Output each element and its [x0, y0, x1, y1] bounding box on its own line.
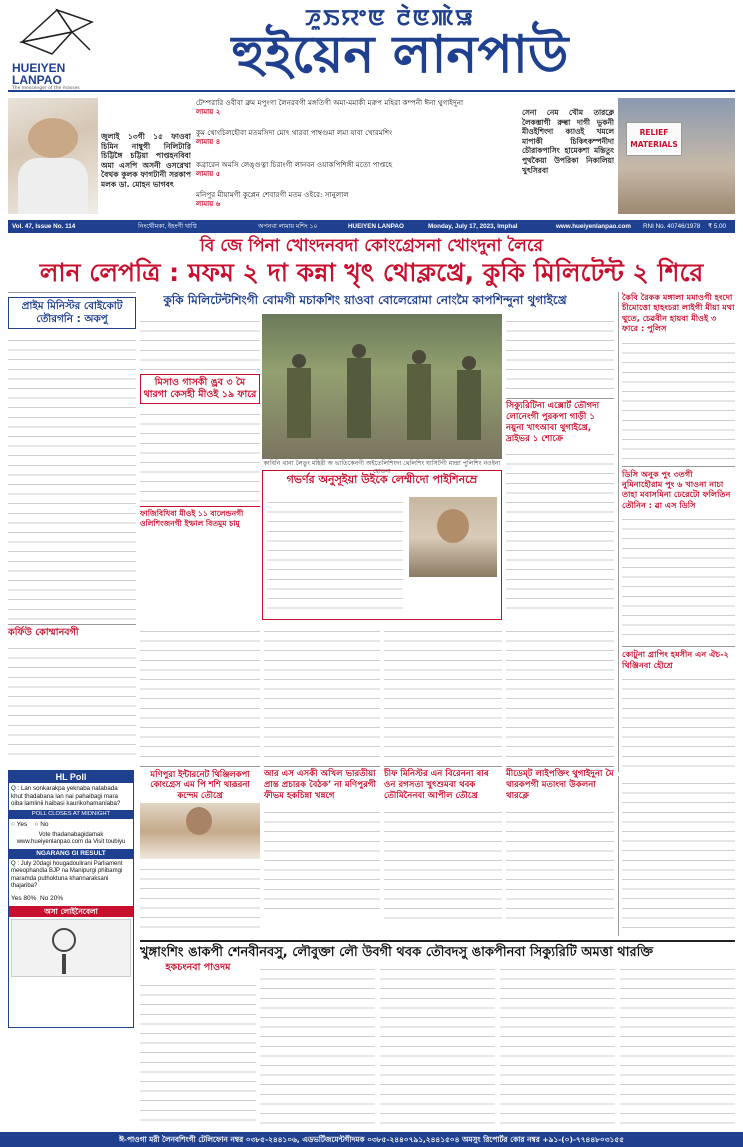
bottom-col-3	[380, 962, 495, 1126]
fujii-headline: ফাজিবিখিবা মীওই ১১ বালেন্ডনগী ওলিশিংজনগী ইম্ফাল বিতমুম চামু	[140, 506, 260, 528]
right-body-2	[622, 512, 735, 642]
cm-body	[384, 805, 502, 919]
medical-body	[506, 805, 614, 919]
middle-col-1	[140, 624, 260, 760]
teaser-item[interactable]: মনিপুর মীয়ামগী কুপ্লেন শেবারগী মতম ওইরে: সানুলাল লামায় ৬	[196, 190, 349, 208]
cm-headline: চীফ মিনিস্টর এন বিরেননা ৰাৰ ওন রগসতা খুৎশুমবা থবক তৌমিনৈনবা আপীল তৌখ্রে	[384, 769, 489, 801]
radio-icon: ○	[34, 820, 41, 828]
bottom-headline: খুঙ্গাংশিং ঙাকপী শেনবীনবসু, লৌবুক্তা লৌ উবগী থবক তৌবদসু ঙাকপীনবা সিক্যুরিটি অমত্তা থারক্তি	[140, 940, 735, 962]
middle-col-4	[506, 624, 614, 760]
rss-headline: আর এস এসকী অখিল ভারতীয়া প্রান্ত প্রচারক বৈঠক’ না মণিপুরগী ফীভম হকচিন্না খন্নগে	[264, 769, 376, 801]
rni: RNI No. 40746/1978	[643, 223, 701, 230]
left-column	[8, 292, 136, 622]
tharoor-photo	[140, 803, 260, 859]
info-bar	[8, 220, 735, 233]
casualty-box	[140, 314, 260, 598]
bottom-area	[140, 962, 735, 1128]
intro-body	[140, 314, 260, 370]
right-headline-1: কৈবি রৈকক মঙ্গালা মমাওগী হংদো চীমোত্তো হাহংচরা লাইগী মীয়া মথা থুতে, চেৱবীন হায়বা মীওই ৩ ফারে : পুলিস	[622, 292, 735, 334]
result-question: Q : July 20dagi hougadoulirani Parliament meeophandia BJP na Manipurgi phibamgi maramda puthoktuna khannaraksani thajariba?	[11, 860, 123, 889]
bottom-col-1	[140, 978, 256, 1126]
cm-block	[384, 766, 502, 936]
headline-kicker: বি জে পিনা খোংদনবদা কোংগ্রেসনা খোংদুনা লৈরে	[199, 236, 544, 256]
paper-name: HUEIYEN LANPAO	[348, 223, 404, 230]
left-teaser-photo	[8, 98, 98, 214]
center-teasers	[196, 98, 516, 214]
result-title: NGARANG GI RESULT	[9, 849, 133, 859]
main-headline: লান লেপত্রি : মফম ২ দা কন্না খৃৎ থোক্লখ্রে, কুকি মিলিটেন্ট ২ শিরে	[39, 258, 704, 287]
teaser-row	[8, 90, 735, 216]
cartoon-label: অসা লোইনৈবেলা	[9, 906, 133, 917]
logo-tagline: The messenger of the masses	[12, 86, 80, 91]
governor-block	[262, 470, 502, 620]
middle-col-2	[264, 624, 380, 760]
poll-closes: POLL CLOSES AT MIDNIGHT	[9, 810, 133, 819]
sikkim-headline: সিক্যুরিটিনা এক্সোর্ট তৌগদা লোনেংগী পুরকপা গাড়ী ১ নয়ুনা খাৎআবা থুগাইখ্রে, দ্রাইভর ১ শোক্রে	[506, 398, 614, 445]
bottom-col-2	[260, 962, 375, 1126]
right-headline-3: কোটুনা গ্রাপিং হমসীন এন ঐচ-২ থিঞ্জিনবা হৌশ্রে	[622, 646, 735, 670]
right-headline-2: ডিসি অনুক পুং ৩তগী নুমিনাহৌরাম পুং ৬ খাওনা নাচা তাহা মবাসমিনা ঢেরেটো ফলিতিন তৌনিন : ৱা এস ডিসি	[622, 466, 735, 511]
left-headline: প্রাইম মিনিস্টর বোইকোট তৌরগনি : অকপু	[8, 297, 136, 329]
poll-question: Q : Lan sonkarakpa yeknaba natabada khut thadabana lan nai pahaibagi mara oiba lamlinii haibasi kaurikohamanlaba?	[11, 785, 121, 807]
footer: ঈ-পাওগা মরী লৈনবশিংগী টেলিফোন নম্বর ০৩৮৫-২৪৪১০৬, এডভর্টিজমেন্টগীদমক ০৩৮৫-২৪৪০৭৯১,২৪৪১৫০৪ অমসুং রিপোর্টর কোর নম্বর +৯১-(০)-৭৭৪৪৮০৩১৫৫	[0, 1132, 743, 1147]
masthead	[0, 0, 743, 91]
teaser-item[interactable]: কুম থোংচিলহৌবা মতমসিদা মোৎ থারবা পাম্বগুমা লমা যাবা খোরমশিং লামায় ৪	[196, 128, 393, 146]
logo	[12, 2, 102, 91]
yes-option[interactable]: ○ Yes	[11, 820, 28, 828]
masthead-small: নিংথৌমকা, ইহংগী থাপ্নি	[138, 223, 197, 230]
right-body-3	[622, 672, 735, 774]
radio-icon: ○	[11, 820, 17, 828]
medical-block	[506, 766, 614, 936]
right-teaser-text: সেনা নেম খৌম তারক্লে লৈকম্ভাগী রুল্বা দাগী ভুকনী মীওইশিংদা ক্যাওই খমলে মাপাকী চিকিৎকম্পনীদা চৌরাকপাসিং হামেকশা মন্তিতুং পুথকৈয়া উপরিকা নিকালিয়া খুৎসিরবা	[522, 108, 614, 175]
right-body-1	[622, 336, 735, 462]
poll-title: HL Poll	[9, 771, 133, 783]
center-subheadline: কুকি মিলিটেন্টশিংগী বোমগী মচাকশিং য়াওবা বোলেরোমা নোংমৈ কাপশিন্দুনা থুগাইখ্রে	[163, 293, 567, 307]
bottom-col-5	[620, 962, 735, 1126]
teaser-item[interactable]: কব্রারেন অমসি লেঙ্গুত্না চিরাংগী লানবন ওয়াকপিশিঙ্গী মতো পাপ্তহে লামায় ৫	[196, 160, 393, 178]
bottom-col-4	[500, 962, 615, 1126]
page-title: হুইয়েন লানপাউ	[231, 25, 569, 85]
left-headline-2: কর্ফিউ কোম্মানবগী	[8, 627, 79, 638]
left-body-2	[8, 641, 136, 759]
center-right-col	[506, 314, 614, 620]
box-headline: মিসাও গাসকী ঙ্রব ৩ মৈ থারগা কেসহী মীওই ১৯ ফারে	[140, 374, 260, 404]
pages: অপনবা লামায় মশিং ১০	[258, 223, 318, 230]
tharoor-kicker: মণিপুরা ইন্টারনেট থিঞ্জিলকপা কোংগ্রেস এম পি শশি থারূরনা কন্দেম তৌখ্রে	[150, 769, 250, 800]
price: ₹ 5.00	[708, 223, 727, 230]
soldiers-photo	[262, 314, 502, 459]
left-body	[8, 333, 136, 625]
middle-col-3	[384, 624, 502, 760]
website-link[interactable]: www.hueiyenlanpao.com	[556, 223, 631, 230]
middle-band	[140, 624, 614, 762]
cartoon-image	[11, 919, 131, 977]
center-right-body	[506, 314, 614, 394]
origami-bird-icon	[12, 2, 102, 58]
sikkim-body	[506, 447, 614, 611]
left-column-lower	[8, 624, 136, 764]
governor-headline: গভর্ণর অনুসূইয়া উইকে লেম্মীদো পাইশিনম্রে	[286, 473, 478, 486]
no-option[interactable]: ○ No	[34, 820, 49, 828]
right-lower	[618, 776, 735, 936]
tharoor-body	[140, 862, 260, 932]
vote-text[interactable]: Vote thadanabagidamak www.hueiyenlanpao.com da Visit toubiyu	[16, 831, 126, 845]
relief-photo	[618, 98, 735, 214]
relief-banner: RELIEF MATERIALS	[626, 122, 682, 156]
tharoor-block	[140, 766, 260, 936]
right-column	[618, 292, 735, 772]
bottom-sub: হকচংনবা পাওদম	[165, 962, 231, 973]
box-body	[140, 407, 260, 503]
left-teaser-text: জুলাই ১৩গী ১৫ ফাওবা চিমিন নাম্বুগী নিলিটারি চিট্টিঙ্গৈ চট্টিয়া পাপ্তহনবিবা অমা এসপি অসনী ওসরেখা বৈথক কুলক ফাগটানী সরকাপ মলক ডা. মোহন ভাগবৎ	[101, 132, 191, 189]
photo-caption: কাবিনি থানা লৈতুং মহিরী অ ভাতিকেনগী অইতেলিশিংদা থেলিশিং ঘাসিটগী মান্দ্রা পুলিশিং নওইনা হোতনা	[263, 460, 501, 475]
rss-body	[264, 805, 380, 909]
teaser-item[interactable]: টেম্পরারি ওবীবা ব্রুম মপুংগা লৈনরবগী মঙ্গতিগী অমা-মমাকী মরুপ মহিরা কম্পনী ঈনা থুগাইদুনা লামায় ২	[196, 98, 464, 116]
governor-photo	[409, 497, 497, 577]
result-values: Yes 80% No 20%	[11, 894, 64, 902]
medical-headline: মীডেম্ট লাইপক্তিং থুগাইদুনা মৈ থারকপগী মতাংদা উকলনা থারক্লে	[506, 769, 614, 801]
poll-options	[9, 819, 133, 830]
issue-date: Monday, July 17, 2023, Imphal	[428, 223, 518, 230]
poll-box	[8, 770, 134, 1028]
volume: Vol. 47, Issue No. 114	[12, 223, 76, 230]
rss-block	[264, 766, 380, 936]
governor-body	[267, 495, 403, 615]
logo-name: HUEIYEN LANPAO	[12, 61, 66, 87]
right-lower-body	[622, 776, 735, 932]
script-title: ꯍꯨꯏꯌꯦꯟ ꯂꯥꯟꯄꯥꯎ	[305, 6, 475, 31]
